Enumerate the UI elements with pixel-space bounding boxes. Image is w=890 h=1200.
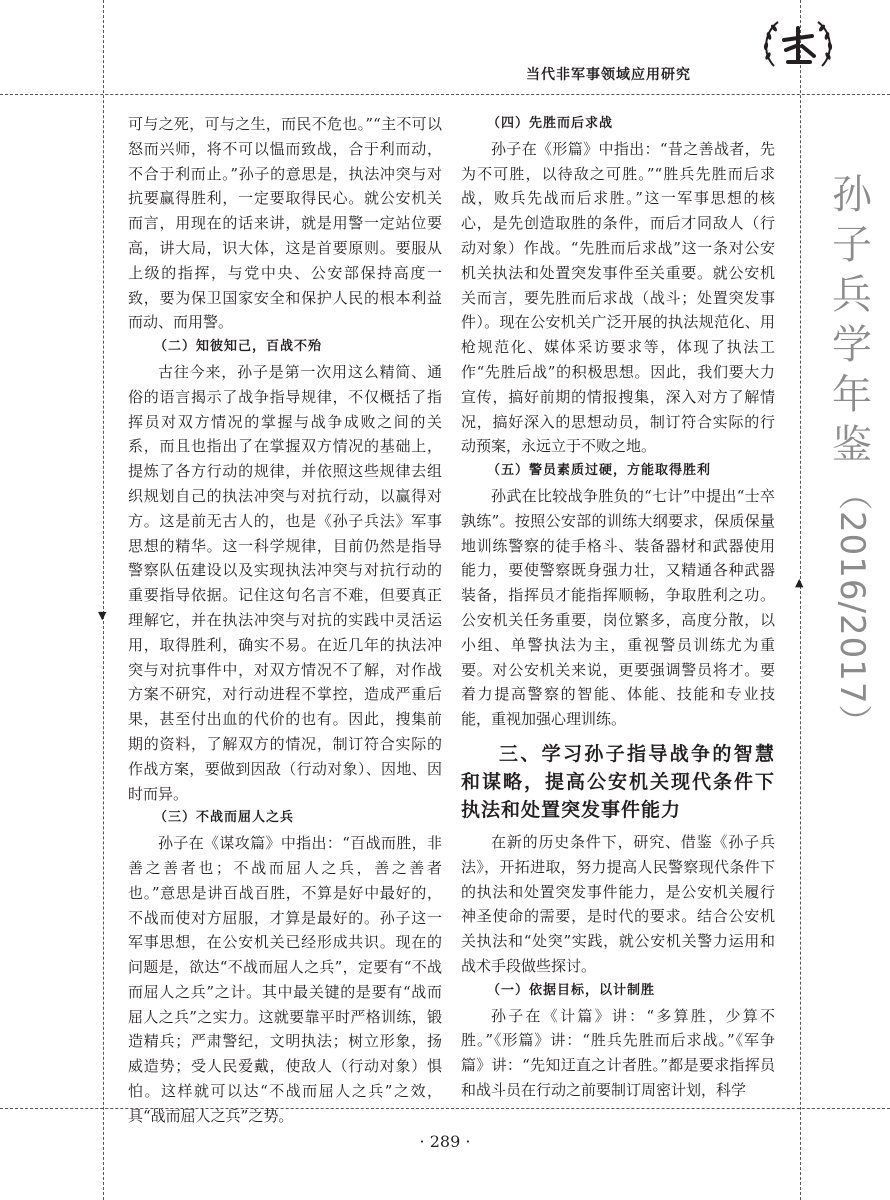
yearbook-logo	[760, 16, 836, 80]
subheading: （三）不战而屈人之兵	[154, 810, 295, 826]
paragraph: 可与之死，可与之生，而民不危也。”“主不可以怒而兴师，将不可以愠而致战，合于利而动，不合于利而止。”孙子的意思是，执法冲突与对抗要赢得胜利，一定要取得民心。就公安机关而言，用现在的话来讲，就是用警一定站位要高，讲大局，识大体，这是首要原则。要服从上级的指挥，与党中央、公安部保持高度一致，要为保卫国家安全和保护人民的根本利益而动、而用警。	[128, 115, 442, 332]
side-title-char: 子	[832, 222, 872, 268]
paragraph: 在新的历史条件下，研究、借鉴《孙子兵法》，开拓进取，努力提高人民警察现代条件下的执法和处置突发事件能力，是公安机关履行神圣使命的需要，是时代的要求。结合公安机关执法和“处突”实践，就公安机关警力运用和战术手段做些探讨。	[461, 832, 775, 975]
side-title-char: 鉴	[832, 422, 872, 468]
right-column	[461, 112, 775, 1103]
side-title-year: （2016/2017）	[832, 476, 872, 740]
left-column	[128, 112, 442, 1129]
subheading: （二）知彼知己，百战不殆	[154, 339, 323, 355]
left-triangle-marker: ▼	[98, 609, 107, 622]
section-heading: 三、学习孙子指导战争的智慧和谋略，提高公安机关现代条件下执法和处置突发事件能力	[461, 742, 775, 821]
right-dashed-line	[800, 0, 801, 1200]
side-title-char: 孙	[832, 172, 872, 218]
yearbook-side-title	[822, 170, 882, 740]
subheading: （五）警员素质过硬，方能取得胜利	[487, 463, 712, 479]
paragraph: 孙子在《形篇》中指出：“昔之善战者，先为不可胜，以待敌之可胜。”“胜兵先胜而后求战，败兵先战而后求胜。”这一军事思想的核心，是先创造取胜的条件，而后才同敌人（行动对象）作战。“先胜而后求战”这一条对公安机关执法和处置突发事件至关重要。就公安机关而言，要先胜而后求战（战斗；处置突发事件）。现在公安机关广泛开展的执法规范化、用枪规范化、媒体采访要求等，体现了执法工作“先胜后战”的积极思想。因此，我们要大力宣传，搞好前期的情报搜集，深入对方了解情况，搞好深入的思想动员，制订符合实际的行动预案，永远立于不败之地。	[461, 139, 775, 456]
paragraph: 孙子在《计篇》讲：“多算胜，少算不胜。”《形篇》讲：“胜兵先胜而后求战。”《军争篇》讲：“先知迂直之计者胜。”都是要求指挥员和战斗员在行动之前要制订周密计划，科学	[461, 1006, 775, 1099]
subheading: （一）依据目标，以计制胜	[487, 982, 656, 998]
side-title-char: 兵	[832, 272, 872, 318]
paragraph: 孙武在比较战争胜负的“七计”中提出“士卒孰练”。按照公安部的训练大纲要求，保质保量地训练警察的徒手格斗、装备器材和武器使用能力，要使警察既身强力壮，又精通各种武器装备，指挥员才能指挥顺畅，争取胜利之功。公安机关任务重要，岗位繁多，高度分散，以小组、单警执法为主，重视警员训练尤为重要。对公安机关来说，更要强调警员将才。要着力提高警察的智能、体能、技能和专业技能，重视加强心理训练。	[461, 486, 775, 729]
right-triangle-marker: ▲	[795, 576, 804, 589]
subheading: （四）先胜而后求战	[487, 116, 614, 131]
header-dashed-line	[0, 94, 890, 95]
paragraph: 孙子在《谋攻篇》中指出：“百战而胜，非善之善者也；不战而屈人之兵，善之善者也。”意思是讲百战百胜，不算是好中最好的，不战而使对方屈服，才算是最好的。孙子这一军事思想，在公安机关已经形成共识。现在的问题是，欲达“不战而屈人之兵”，定要有“不战而屈人之兵”之计。其中最关键的是要有“战而屈人之兵”之实力。这就要靠平时严格训练，锻造精兵；严肃警纪，文明执法；树立形象，扬威造势；受人民爱戴，使敌人（行动对象）惧怕。这样就可以达“不战而屈人之兵”之效，具“战而屈人之兵”之势。	[128, 834, 442, 1125]
side-title-char: 年	[832, 372, 872, 418]
left-dashed-line	[103, 0, 104, 1200]
page-number: · 289 ·	[419, 1132, 471, 1151]
header-title: 当代非军事领域应用研究	[526, 67, 691, 83]
side-title-char: 学	[832, 322, 872, 368]
paragraph: 古往今来，孙子是第一次用这么精简、通俗的语言揭示了战争指导规律，不仅概括了指挥员对双方情况的掌握与战争成败之间的关系，而且也指出了在掌握双方情况的基础上，提炼了各方行动的规律，并依照这些规律去组织规划自己的执法冲突与对抗行动，以赢得对方。这是前无古人的，也是《孙子兵法》军事思想的精华。这一科学规律，目前仍然是指导警察队伍建设以及实现执法冲突与对抗行动的重要指导依据。记住这句名言不难，但要真正理解它，并在执法冲突与对抗的实践中灵活运用，取得胜利，确实不易。在近几年的执法冲突与对抗事件中，对双方情况不了解，对作战方案不研究，对行动进程不掌控，造成严重后果，甚至付出血的代价的也有。因此，搜集前期的资料，了解双方的情况，制订符合实际的作战方案，要做到因敌（行动对象）、因地、因时而异。	[128, 362, 442, 803]
